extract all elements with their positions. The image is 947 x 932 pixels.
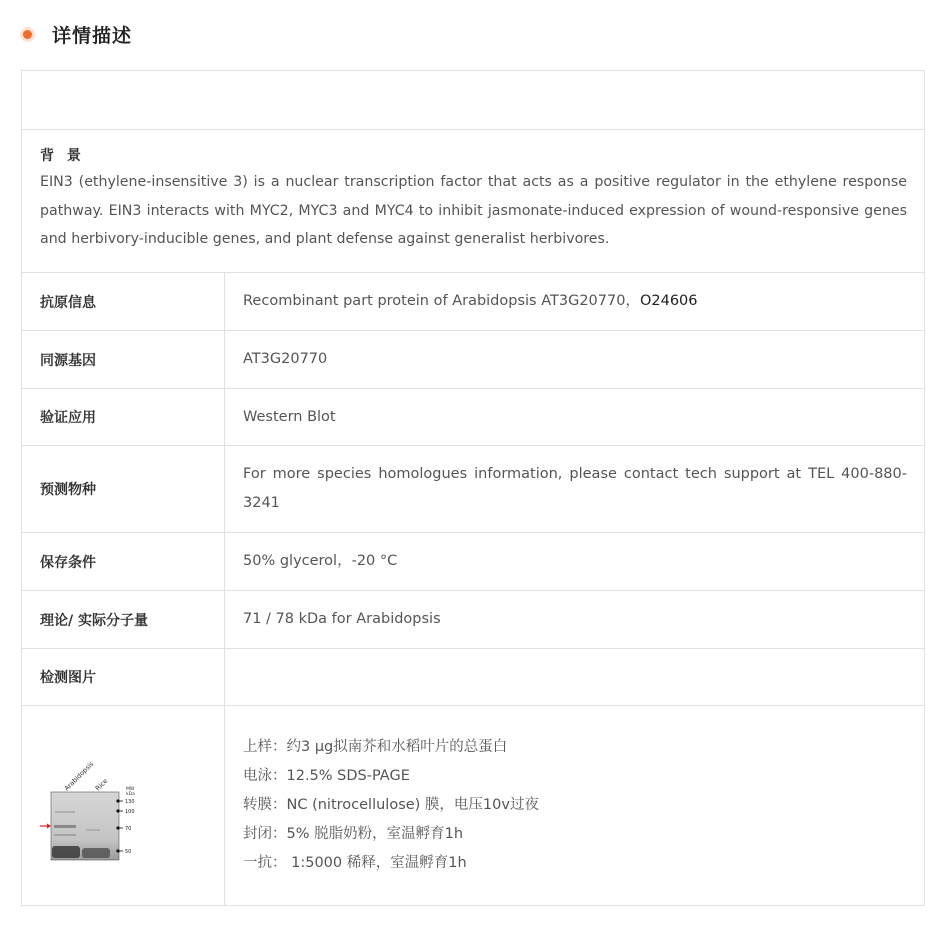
images-row [22, 649, 924, 706]
section-title: 详情描述 [52, 24, 133, 47]
mw-row [22, 591, 924, 649]
mw-unit-label: MW [126, 787, 135, 792]
blot-line-primary: 一抗： 1:5000 稀释，室温孵育1h [243, 855, 467, 871]
blot-line-loading: 上样：约3 μg拟南芥和水稻叶片的总蛋白 [243, 739, 508, 755]
mw-value: 71 / 78 kDa for Arabidopsis [243, 611, 441, 627]
antigen-value [225, 273, 924, 330]
blot-line-electrophoresis: 电泳：12.5% SDS-PAGE [243, 768, 410, 784]
band-arabidopsis-minor [55, 811, 75, 813]
images-value [225, 649, 924, 705]
antigen-text: Recombinant part protein of Arabidopsis AT3G20770， [243, 293, 640, 309]
application-label: 验证应用 [22, 389, 225, 445]
details-table [21, 70, 925, 906]
western-blot-image [22, 706, 225, 905]
images-label: 检测图片 [22, 649, 225, 705]
storage-row [22, 533, 924, 591]
application-value: Western Blot [243, 408, 336, 425]
antigen-label: 抗原信息 [22, 273, 225, 330]
target-arrow-head [47, 824, 51, 829]
storage-label: 保存条件 [22, 533, 225, 590]
blot-line-blocking: 封闭：5% 脱脂奶粉，室温孵育1h [243, 826, 464, 842]
bullet-dot-icon [23, 30, 32, 39]
species-row [22, 446, 924, 533]
application-row [22, 389, 924, 446]
section-header [20, 18, 132, 50]
antigen-row [22, 273, 924, 331]
species-label: 预测物种 [22, 446, 225, 532]
gene-label: 同源基因 [22, 331, 225, 388]
band-rice-bottom [82, 848, 110, 858]
storage-value: 50% glycerol，-20 °C [243, 553, 398, 569]
kda-unit-label: kDa [126, 792, 135, 797]
band-arabidopsis-bottom [52, 846, 80, 858]
gene-row [22, 331, 924, 389]
marker-50: 50 [125, 849, 132, 855]
blot-row [22, 706, 924, 905]
uniprot-id: O24606 [639, 293, 698, 309]
marker-100: 100 [125, 809, 135, 815]
band-arabidopsis-target [54, 825, 76, 828]
background-text: EIN3 (ethylene-insensitive 3) is a nuclear transcription factor that acts as a positive regulator in the ethylene response pathway. EIN3 interacts with MYC2, MYC3 and MYC4 to inhibit jasmonate-induced expression of wound-responsive genes and herbivory-inducible genes, and plant defense against generalist herbivores. [40, 174, 907, 247]
mw-label: 理论/ 实际分子量 [22, 591, 225, 648]
lane-label-arabidopsis: Arabidopsis [62, 759, 96, 793]
band-arabidopsis-lower [54, 834, 76, 836]
background-label: 背 景 [40, 148, 85, 164]
blot-image-cell [22, 706, 225, 905]
blot-line-transfer: 转膜：NC (nitrocellulose) 膜，电压10v过夜 [243, 797, 539, 813]
species-value: For more species homologues information, please contact tech support at TEL 400-880-3241 [243, 466, 907, 511]
background-row [22, 130, 924, 273]
marker-70: 70 [125, 826, 132, 832]
gene-value: AT3G20770 [243, 351, 328, 367]
band-rice-faint [86, 829, 100, 831]
empty-row [22, 71, 924, 130]
lane-label-rice: Rice [93, 776, 110, 793]
marker-130: 130 [125, 799, 135, 805]
blot-text-block [243, 733, 539, 878]
blot-description [225, 706, 924, 905]
